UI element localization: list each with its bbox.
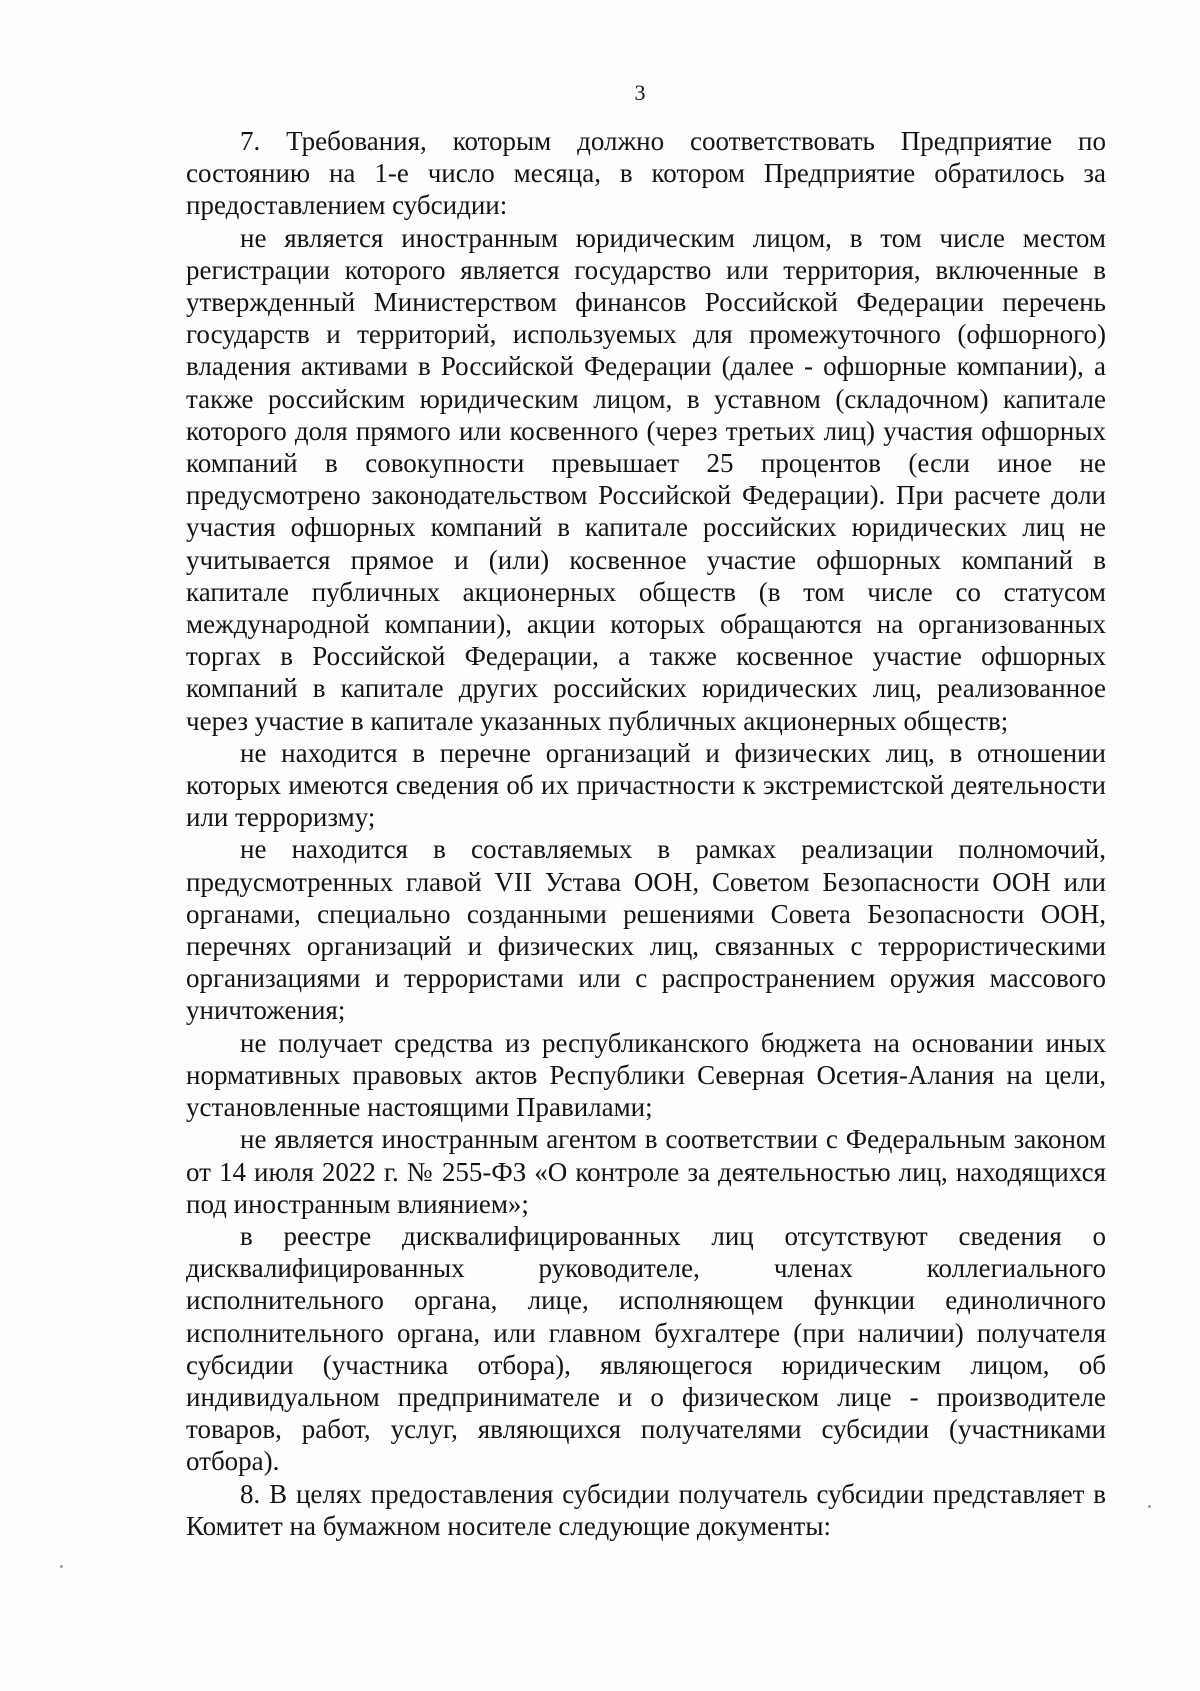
paragraph-disqualified-persons: в реестре дисквалифицированных лиц отсутствуют сведения о дисквалифицированных руководителе, членах коллегиального исполнительного органа, лице, исполняющем функции единоличного исполнительного органа, или главном бухгалтере (при наличии) получателя субсидии (участника отбора), являющегося юридическим лицом, об индивидуальном предпринимателе и о физическом лице - производителе товаров, работ, услуг, являющихся получателями субсидии (участниками отбора). [186,1220,1106,1477]
paragraph-un-sanctions-list: не находится в составляемых в рамках реализации полномочий, предусмотренных главой VII Устава ООН, Советом Безопасности ООН или органами, специально созданными решениями Совета Безопасности ООН, перечнях организаций и физических лиц, связанных с террористическими организациями и террористами или с распространением оружия массового уничтожения; [186,834,1106,1026]
scan-speck [60,1565,63,1568]
paragraph-republican-budget: не получает средства из республиканского бюджета на основании иных нормативных правовых актов Республики Северная Осетия-Алания на цели, установленные настоящими Правилами; [186,1027,1106,1123]
paragraph-item-7-intro: 7. Требования, которым должно соответствовать Предприятие по состоянию на 1-е число месяца, в котором Предприятие обратилось за предоставлением субсидии: [186,126,1106,221]
paragraph-foreign-agent: не является иностранным агентом в соответствии с Федеральным законом от 14 июля 2022 г. № 255-ФЗ «О контроле за деятельностью лиц, находящихся под иностранным влиянием»; [186,1124,1106,1219]
scan-speck [1148,1505,1151,1508]
paragraph-extremism-list: не находится в перечне организаций и физических лиц, в отношении которых имеются сведения об их причастности к экстремистской деятельности или терроризму; [186,737,1106,833]
document-body [186,125,1106,1542]
page-number: 3 [634,80,646,105]
paragraph-offshore-requirement: не является иностранным юридическим лицом, в том числе местом регистрации которого является государство или территория, включенные в утвержденный Министерством финансов Российской Федерации перечень государств и территорий, используемых для промежуточного (офшорного) владения активами в Российской Федерации (далее - офшорные компании), а также российским юридическим лицом, в уставном (складочном) капитале которого доля прямого или косвенного (через третьих лиц) участия офшорных компаний в совокупности превышает 25 процентов (если иное не предусмотрено законодательством Российской Федерации). При расчете доли участия офшорных компаний в капитале российских юридических лиц не учитывается прямое и (или) косвенное участие офшорных компаний в капитале публичных акционерных обществ (в том числе со статусом международной компании), акции которых обращаются на организованных торгах в Российской Федерации, а также косвенное участие офшорных компаний в капитале других российских юридических лиц, реализованное через участие в капитале указанных публичных акционерных обществ; [186,222,1106,736]
paragraph-item-8-documents: 8. В целях предоставления субсидии получатель субсидии представляет в Комитет на бумажном носителе следующие документы: [186,1478,1106,1541]
